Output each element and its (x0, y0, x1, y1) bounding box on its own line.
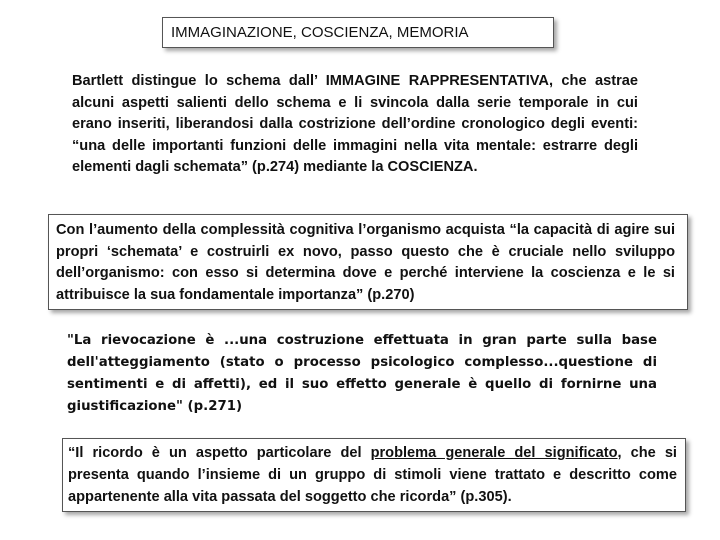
cognitive-complexity-quote-box: Con l’aumento della complessità cognitiva l’organismo acquista “la capacità di agire sui propri ‘schemata’ e costruirli ex novo, passo questo che è cruciale nello sviluppo dell’organismo: con esso si determina dove e perché interviene la coscienza e le si attribuisce la sua fondamentale importanza” (p.270) (48, 214, 688, 310)
quote-start: “Il ricordo è un aspetto particolare del (68, 445, 371, 461)
slide-title: IMMAGINAZIONE, COSCIENZA, MEMORIA (162, 17, 554, 48)
recollection-quote: "La rievocazione è ...una costruzione effettuata in gran parte sulla base dell'atteggiamento (stato o processo psicologico complesso...questione di sentimenti e di affetti), ed il suo effetto generale è quello di fornirne una giustificazione" (p.271) (67, 333, 657, 414)
memory-meaning-quote-box (62, 438, 686, 512)
underlined-phrase: problema generale del significato (370, 445, 618, 461)
quote-end: , che si presenta quando l’insieme di un gruppo di stimoli viene trattato e descritto come appartenente alla vita passata del soggetto che ricorda” (p.305). (68, 445, 677, 505)
bartlett-image-paragraph: Bartlett distingue lo schema dall’ IMMAGINE RAPPRESENTATIVA, che astrae alcuni aspetti salienti dello schema e li svincola dalla serie temporale in cui erano inseriti, liberandosi dalla costrizione dell’ordine cronologico degli eventi: “una delle importanti funzioni delle immagini nella vita mentale: estrarre degli elementi dagli schemata” (p.274) mediante la COSCIENZA. (72, 73, 638, 175)
